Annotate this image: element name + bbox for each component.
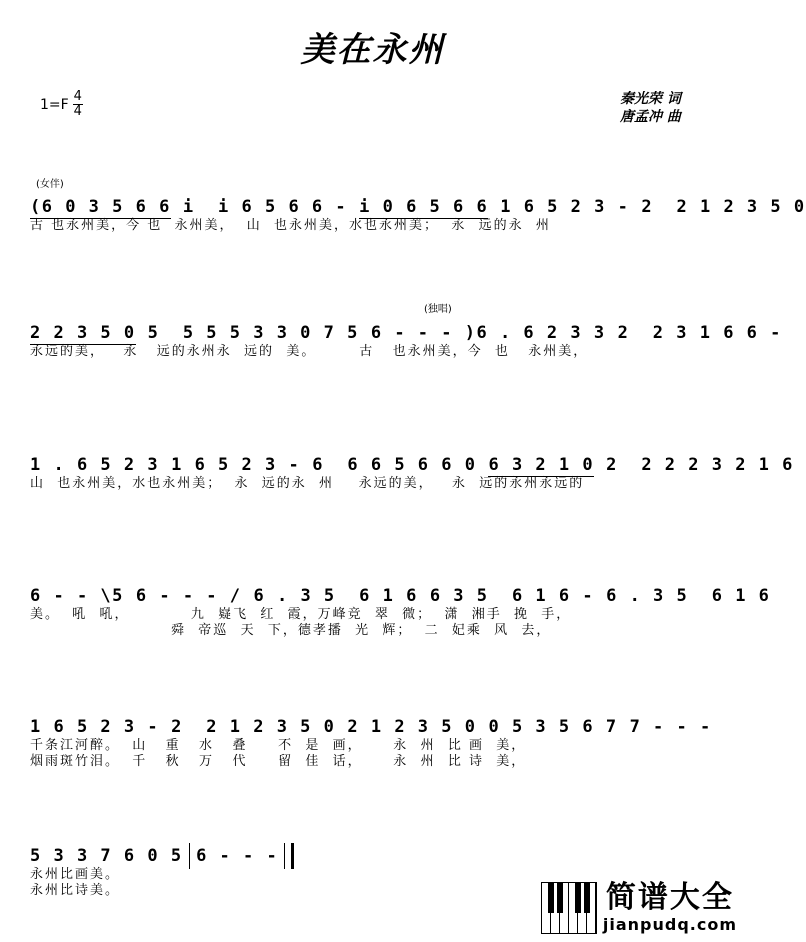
lyric-line: 烟雨斑竹泪。 千 秋 万 代 留 佳 话， 永 州 比 诗 美， <box>30 754 527 769</box>
measure: 1 6 5 2 3 - <box>30 717 160 737</box>
time-top: 4 <box>73 89 82 104</box>
lyric-line: 千条江河醉。 山 重 水 叠 不 是 画， 永 州 比 画 美， <box>30 738 527 753</box>
measure: 2 2 1 2 3 5 0 <box>641 197 806 217</box>
measure: 6 - - - / <box>135 586 242 606</box>
measure: 6 - - \5 <box>30 586 124 606</box>
measure: 1 6 5 2 3 - <box>171 455 301 475</box>
key-signature <box>40 90 83 119</box>
measure: 6 . 6 2 3 3 <box>476 323 606 343</box>
measure: 6 3 2 1 0 <box>488 454 595 475</box>
notes-line <box>30 845 330 867</box>
barline <box>189 843 191 869</box>
lyric-line: 永州比诗美。 <box>30 883 121 898</box>
measure: i 0 6 5 6 6 <box>359 196 489 217</box>
measure: 2 2 3 5 0 <box>30 322 136 343</box>
measure: 6 3 5 6 1 6 - <box>429 586 595 606</box>
notes-line <box>30 585 771 607</box>
credits <box>620 90 681 126</box>
score-row-4 <box>30 585 771 639</box>
score-row-5 <box>30 716 720 770</box>
measure: 6 . 3 5 6 1 6 <box>606 586 771 606</box>
score-row-2 <box>30 322 782 360</box>
notes-line <box>30 454 794 476</box>
lyric-line: 古 也永州美，今 也 永州美， 山 也永州美，水也永州美； 永 远的永 州 <box>30 218 551 233</box>
logo-main-text: 简谱大全 <box>605 880 734 915</box>
female-accompaniment-note: (女伴) <box>36 179 64 190</box>
time-bottom: 4 <box>73 104 82 119</box>
measure: 2 2 2 2 3 2 1 6 <box>606 455 794 475</box>
key-label: 1=F <box>40 96 69 113</box>
site-logo <box>541 881 737 934</box>
logo-url: jianpudq.com <box>602 915 737 934</box>
notes-line <box>30 322 782 344</box>
score-row-1 <box>30 196 806 234</box>
measure: 6 . 3 5 6 1 6 <box>253 586 418 606</box>
time-signature <box>73 90 83 119</box>
final-barline <box>284 843 294 869</box>
solo-note: (独唱) <box>424 304 452 315</box>
measure: 2 2 1 2 3 5 0 <box>171 717 336 737</box>
composer: 唐孟冲 曲 <box>620 109 681 125</box>
lyricist: 秦光荣 词 <box>620 91 681 107</box>
song-title: 美在永州 <box>300 30 445 70</box>
lyric-line: 山 也永州美，水也永州美； 永 远的永 州 永远的美， 永 远的永州永远的 <box>30 476 585 491</box>
measure: 2 1 2 3 5 0 <box>347 717 477 737</box>
measure: (6 0 3 5 6 6 <box>30 196 171 217</box>
measure: 1 6 5 2 3 - <box>500 197 630 217</box>
measure: 7 - - - <box>629 717 712 737</box>
measure: 1 . 6 5 2 3 <box>30 455 160 475</box>
measure: 5 5 5 5 3 3 0 7 5 <box>147 323 359 343</box>
measure: 2 2 3 1 6 6 - <box>617 323 782 343</box>
score-row-6 <box>30 845 330 899</box>
notes-line <box>30 196 806 218</box>
lyric-line: 永州比画美。 <box>30 867 121 882</box>
measure: 6 6 6 5 6 6 0 <box>312 455 477 475</box>
lyric-line: 舜 帝巡 天 下，德孝播 光 辉； 二 妃乘 风 去， <box>30 623 552 638</box>
measure: 6 - - - ) <box>370 323 477 343</box>
measure: 5 3 3 7 6 0 5 <box>30 846 183 866</box>
lyric-line: 永远的美， 永 远的永州永 远的 美。 古 也永州美，今 也 永州美， <box>30 344 589 359</box>
measure: i i 6 5 6 6 - <box>182 197 348 217</box>
lyric-line: 美。 吼 吼， 九 嶷飞 红 霞，万峰竞 翠 微； 潇 湘手 挽 手， <box>30 607 572 622</box>
measure: 6 - - - <box>196 846 279 866</box>
measure: 0 5 3 5 6 7 <box>488 717 618 737</box>
notes-line <box>30 716 720 738</box>
piano-keys-icon <box>541 882 597 934</box>
score-row-3 <box>30 454 794 492</box>
